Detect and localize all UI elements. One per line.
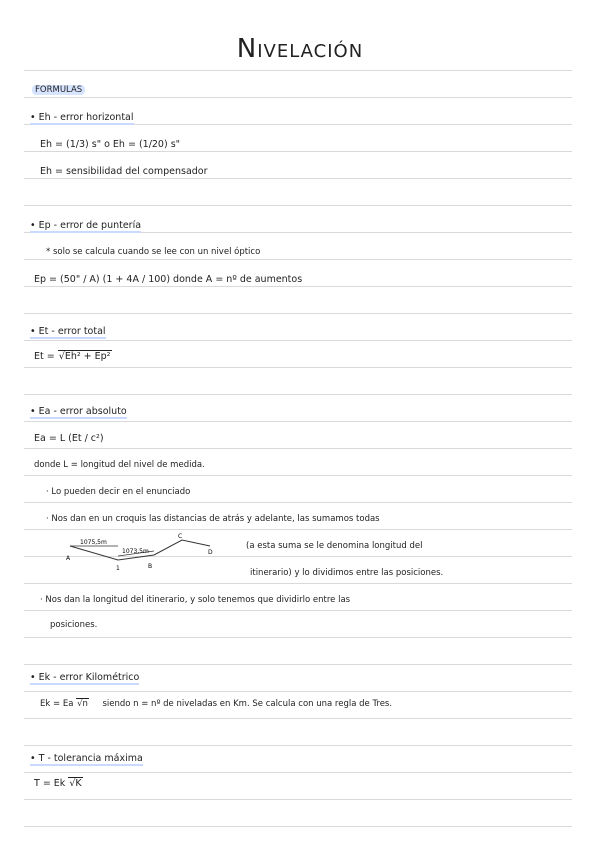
rule-line — [24, 394, 572, 395]
rule-line — [24, 205, 572, 206]
rule-line — [24, 151, 572, 152]
rule-line — [24, 313, 572, 314]
ea-bullet-1: · Lo pueden decir en el enunciado — [46, 487, 191, 497]
rule-line — [24, 448, 572, 449]
rule-line — [24, 745, 572, 746]
et-formula-prefix: Et = — [34, 351, 55, 362]
point-label-d: D — [208, 549, 213, 556]
eh-heading — [30, 112, 134, 123]
ea-note: donde L = longitud del nivel de medida. — [34, 460, 205, 470]
t-formula-root-text: K — [75, 778, 82, 789]
ek-note: siendo n = nº de niveladas en Km. Se calcula con una regla de Tres. — [102, 699, 393, 709]
t-heading-text: • T - tolerancia máxima — [30, 753, 143, 764]
ep-note: * solo se calcula cuando se lee con un nivel óptico — [46, 247, 261, 257]
ek-formula-prefix: Ek = Ea — [40, 699, 74, 709]
t-formula-root: √K — [69, 778, 82, 789]
rule-line — [24, 610, 572, 611]
ep-heading — [30, 220, 141, 231]
rule-line — [24, 691, 572, 692]
formulas-label-text: FORMULAS — [32, 85, 85, 95]
point-label-a: A — [66, 555, 71, 562]
rule-line — [24, 97, 572, 98]
dist-label-1: 1075,5m — [80, 539, 107, 546]
eh-heading-text: • Eh - error horizontal — [30, 112, 134, 123]
rule-line — [24, 340, 572, 341]
itinerary-sketch — [62, 530, 222, 572]
et-formula-root-text: Eh² + Ep² — [64, 351, 111, 362]
rule-line — [24, 178, 572, 179]
rule-line — [24, 718, 572, 719]
rule-line — [24, 799, 572, 800]
rule-line — [24, 421, 572, 422]
rule-line — [24, 664, 572, 665]
ea-bullet-2: · Nos dan en un croquis las distancias de atrás y adelante, las sumamos todas — [46, 514, 380, 524]
ea-heading-text: • Ea - error absoluto — [30, 406, 127, 417]
rule-line — [24, 259, 572, 260]
ek-formula-root: √n — [77, 699, 88, 709]
ea-bullet-3-cont: posiciones. — [50, 620, 98, 630]
ek-heading-text: • Ek - error Kilométrico — [30, 672, 140, 683]
rule-line — [24, 583, 572, 584]
ep-formula: Ep = (50" / A) (1 + 4A / 100) donde A = nº de aumentos — [34, 274, 303, 285]
eh-note: Eh = sensibilidad del compensador — [40, 166, 208, 177]
ea-bullet-2-cont-2: itinerario) y lo dividimos entre las posiciones. — [250, 568, 444, 578]
t-heading — [30, 753, 143, 764]
ep-heading-text: • Ep - error de puntería — [30, 220, 142, 231]
ek-heading — [30, 672, 139, 683]
rule-line — [24, 475, 572, 476]
rule-line — [24, 367, 572, 368]
rule-line — [24, 826, 572, 827]
point-label-1: 1 — [116, 565, 120, 572]
eh-formula: Eh = (1/3) s" o Eh = (1/20) s" — [40, 139, 181, 150]
point-label-c: C — [178, 533, 183, 540]
et-formula — [34, 351, 112, 362]
formulas-label — [32, 85, 85, 95]
point-label-b: B — [148, 563, 153, 570]
ek-formula-root-text: n — [82, 699, 88, 709]
rule-line — [24, 70, 572, 71]
rule-line — [24, 637, 572, 638]
et-formula-root: √Eh² + Ep² — [58, 351, 111, 362]
et-heading-text: • Et - error total — [30, 326, 106, 337]
rule-line — [24, 772, 572, 773]
rule-line — [24, 502, 572, 503]
ek-formula — [40, 699, 392, 709]
ea-formula: Ea = L (Et / c²) — [34, 433, 104, 444]
ea-bullet-2-cont-1: (a esta suma se le denomina longitud del — [246, 541, 423, 551]
dist-label-2: 1073,5m — [122, 548, 149, 555]
ea-bullet-3: · Nos dan la longitud del itinerario, y solo tenemos que dividirlo entre las — [40, 595, 351, 605]
ea-heading — [30, 406, 127, 417]
t-formula-prefix: T = Ek — [34, 778, 66, 789]
rule-line — [24, 286, 572, 287]
et-heading — [30, 326, 106, 337]
page-title: Nivelación — [236, 34, 364, 64]
t-formula — [34, 778, 83, 789]
